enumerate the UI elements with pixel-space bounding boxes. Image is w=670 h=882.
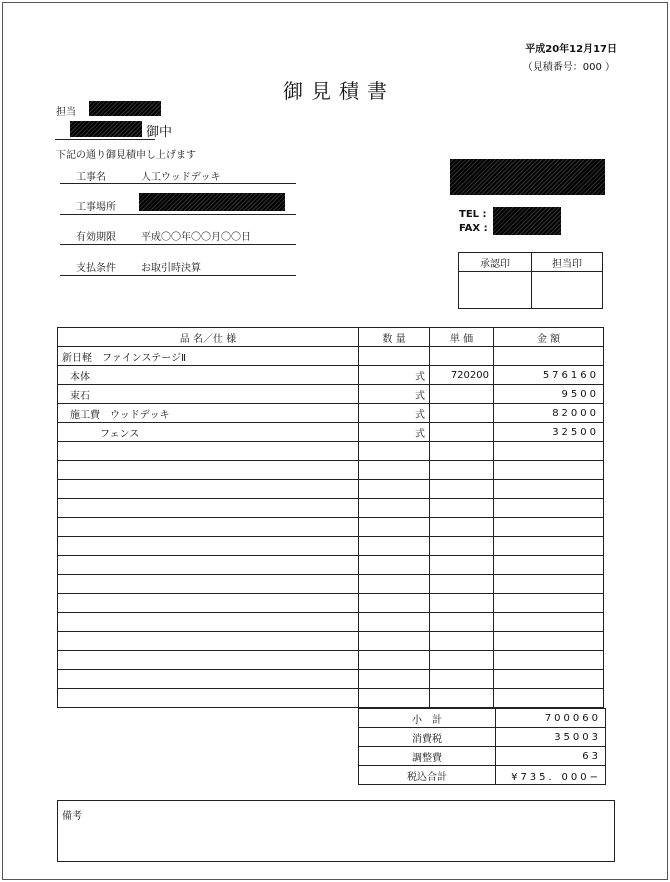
- summary-row: [359, 766, 606, 785]
- unit-price-cell: [430, 385, 494, 404]
- empty-row: [58, 480, 604, 499]
- summary-label: 調整費: [359, 747, 496, 766]
- unit-price-cell: [430, 404, 494, 423]
- empty-row: [58, 537, 604, 556]
- remarks-label: 備考: [62, 811, 82, 822]
- empty-row: [58, 499, 604, 518]
- amount-cell: 32500: [494, 423, 604, 442]
- document-title: 御見積書: [283, 79, 395, 103]
- issue-date: 平成20年12月17日: [525, 44, 617, 55]
- item-name-cell: 新日軽 ファインステージⅡ: [58, 347, 359, 366]
- summary-label: 消費税: [359, 728, 496, 747]
- amount-cell: [494, 347, 604, 366]
- empty-row: [58, 461, 604, 480]
- summary-value: 63: [496, 747, 606, 766]
- amount-cell: 9500: [494, 385, 604, 404]
- staff-stamp-label: 担当印: [532, 253, 603, 272]
- onchu-label: 御中: [146, 125, 173, 140]
- client-underline: [55, 139, 155, 140]
- table-row: [58, 385, 604, 404]
- redacted-client-name: [70, 121, 142, 137]
- quantity-cell: [359, 347, 430, 366]
- quantity-cell: 式: [359, 366, 430, 385]
- item-name-cell: 施工費 ウッドデッキ: [58, 404, 359, 423]
- table-row: [58, 347, 604, 366]
- item-name-cell: 束石: [58, 385, 359, 404]
- empty-row: [58, 651, 604, 670]
- fax-label: FAX :: [459, 223, 488, 234]
- item-name-cell: フェンス: [58, 423, 359, 442]
- summary-row: [359, 709, 606, 728]
- table-header: 品 名／仕 様 数 量 単 価 金 額: [58, 328, 604, 347]
- estimate-number: （見積番号：000 ）: [522, 62, 615, 73]
- items-table: [57, 327, 604, 708]
- empty-row: [58, 556, 604, 575]
- quantity-cell: 式: [359, 423, 430, 442]
- summary-value: ¥735．000−: [496, 766, 606, 785]
- quantity-cell: 式: [359, 404, 430, 423]
- table-row: [58, 366, 604, 385]
- redacted-company: [450, 159, 605, 195]
- empty-row: [58, 613, 604, 632]
- summary-table: [358, 708, 606, 785]
- empty-row: [58, 594, 604, 613]
- empty-row: [58, 575, 604, 594]
- item-name-cell: 本体: [58, 366, 359, 385]
- intro-text: 下記の通り御見積申し上げます: [56, 150, 196, 161]
- amount-cell: 576160: [494, 366, 604, 385]
- summary-label: 税込合計: [359, 766, 496, 785]
- empty-row: [58, 632, 604, 651]
- summary-label: 小 計: [359, 709, 496, 728]
- unit-price-cell: [430, 423, 494, 442]
- summary-value: 700060: [496, 709, 606, 728]
- amount-cell: 82000: [494, 404, 604, 423]
- tel-label: TEL :: [459, 209, 487, 220]
- empty-row: [58, 670, 604, 689]
- tanto-label: 担当: [56, 107, 76, 118]
- approval-stamp-cell: [459, 272, 532, 309]
- remarks-box: [57, 800, 615, 862]
- empty-row: [58, 518, 604, 537]
- stamp-box: [458, 252, 603, 309]
- unit-price-cell: 720200: [430, 366, 494, 385]
- table-row: [58, 423, 604, 442]
- estimate-document: 平成20年12月17日 （見積番号：000 ） 御見積書 担当 御中 下記の通り御見積申し上げます 工事名 人工ウッドデッキ 工事場所 有効期限 平成〇〇年〇〇月〇〇日 支払条件 お取引時決算 TEL : FAX : 承認印 担当印 品 名／仕 様 数 量 単 価 金 額 新日軽 ファインステージⅡ 本体 式 720200 576160 束石 式 9500 施工費 ウッドデッキ 式 82000 フェンス 式 32500 小 計 700060 消費税 35003 調整費 63 税込合計 ¥735．000− 備考: [2, 2, 668, 880]
- summary-value: 35003: [496, 728, 606, 747]
- staff-stamp-cell: [532, 272, 603, 309]
- unit-price-cell: [430, 347, 494, 366]
- redacted-phone: [493, 207, 561, 235]
- empty-row: [58, 442, 604, 461]
- approval-stamp-label: 承認印: [459, 253, 532, 272]
- empty-row: [58, 689, 604, 708]
- table-row: [58, 404, 604, 423]
- summary-row: [359, 747, 606, 766]
- summary-row: [359, 728, 606, 747]
- quantity-cell: 式: [359, 385, 430, 404]
- redacted-site: [139, 193, 285, 211]
- redacted-staff-name: [89, 101, 161, 116]
